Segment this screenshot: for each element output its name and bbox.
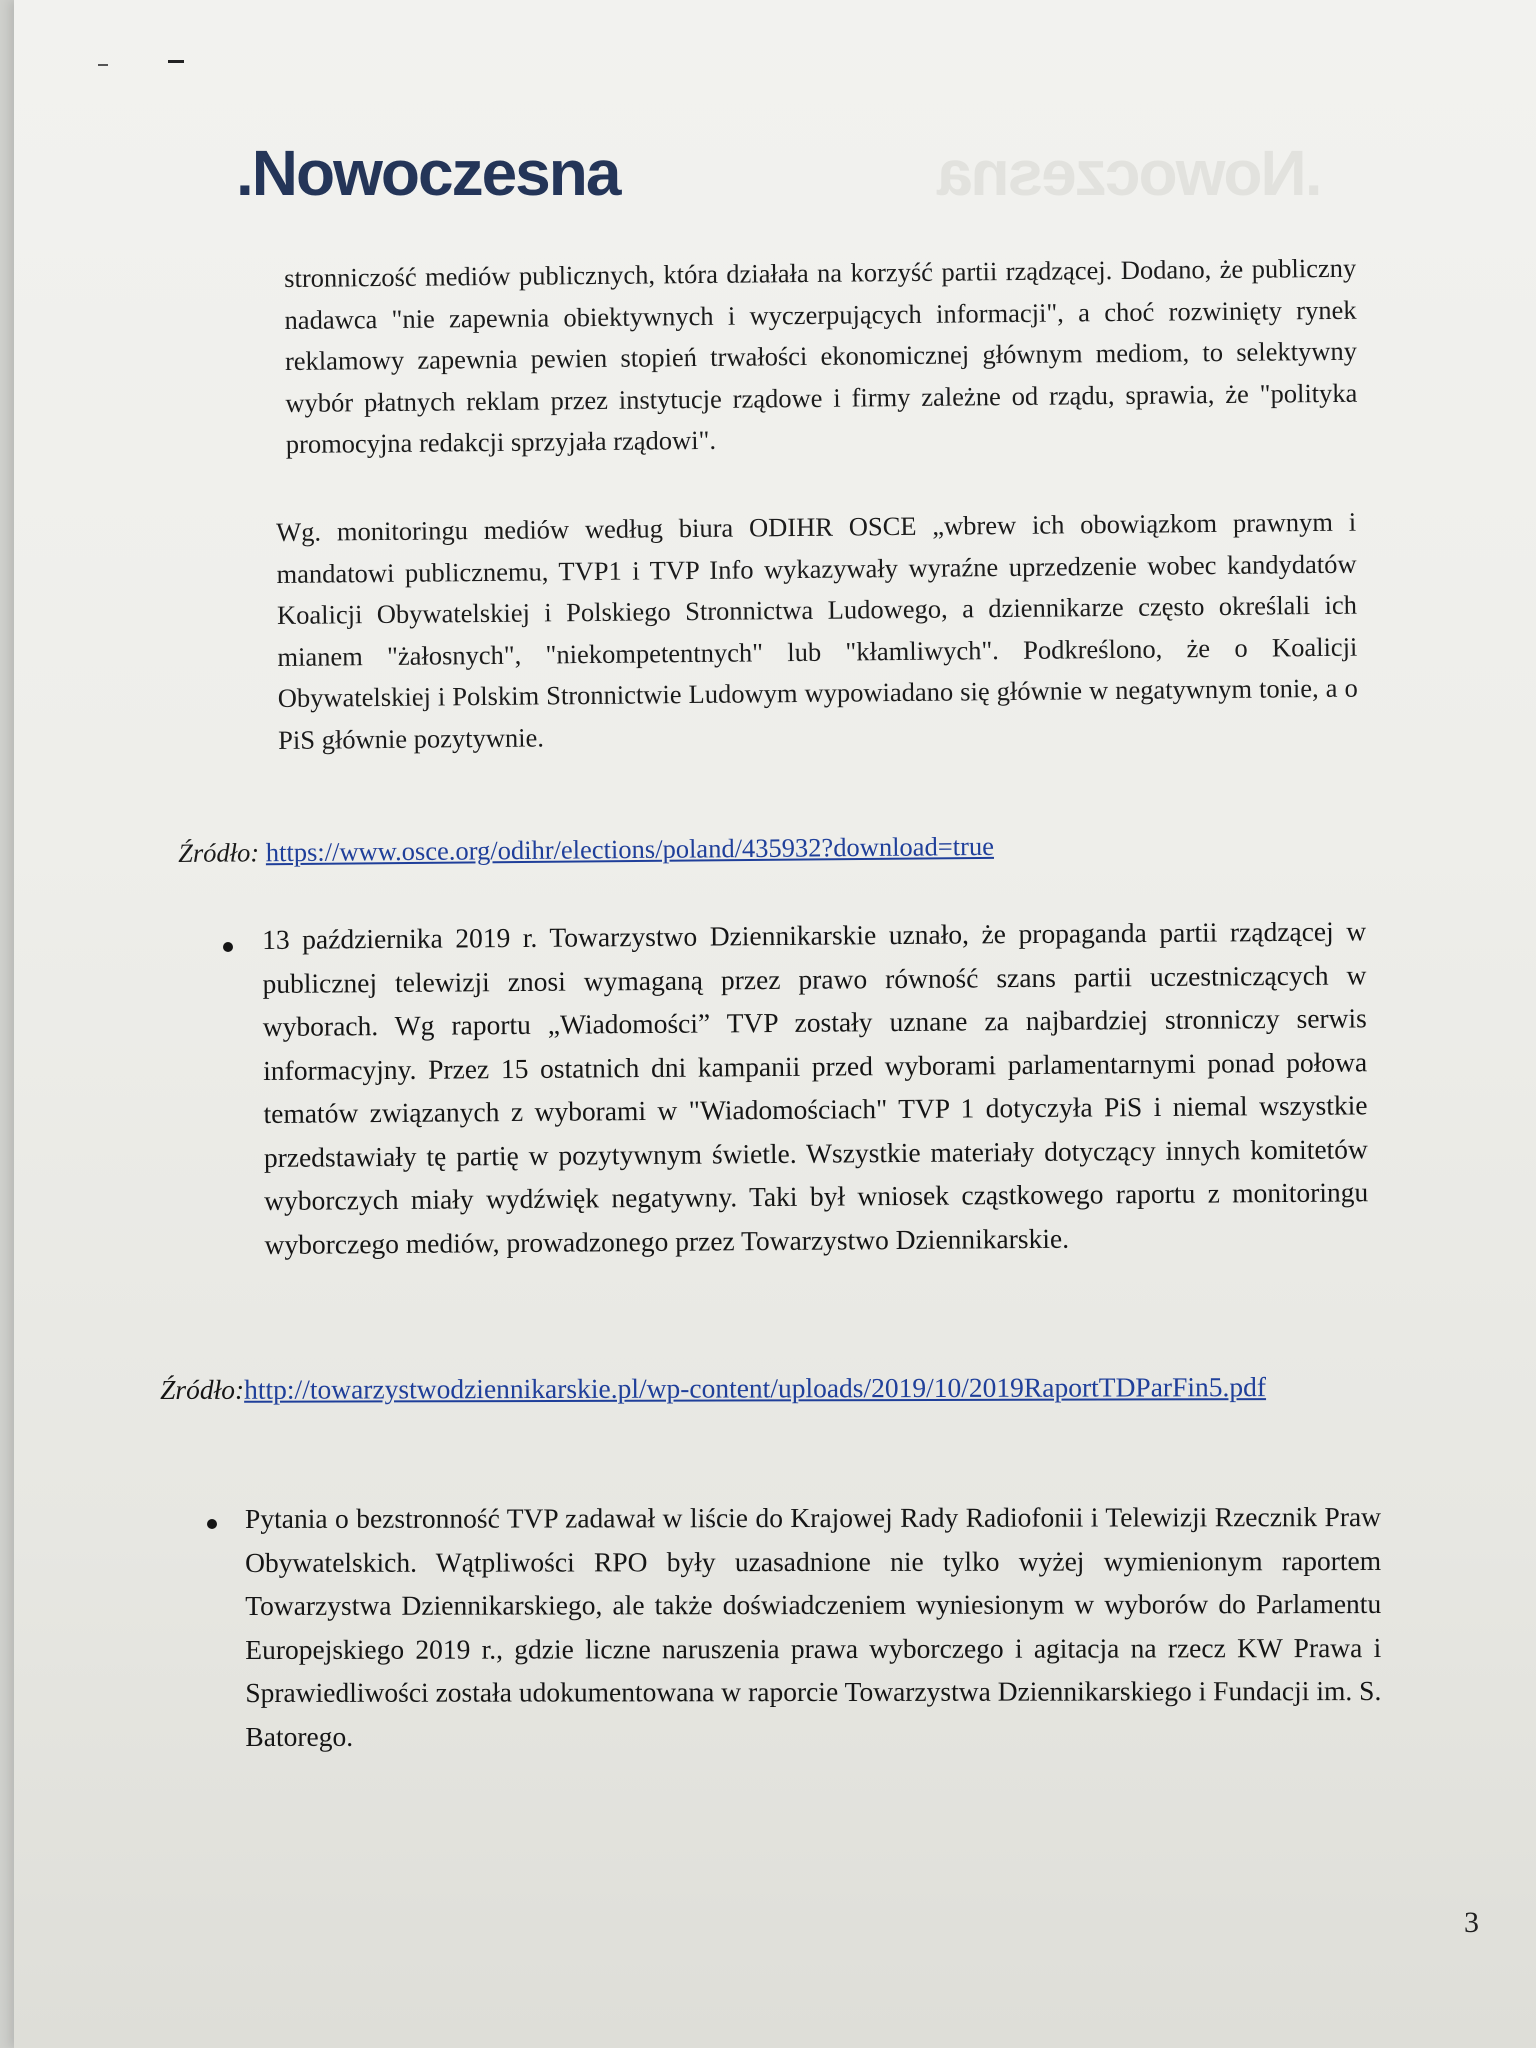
source-label: Źródło: [178, 837, 266, 868]
bullet-dot [223, 942, 233, 952]
paragraph-odihr-monitoring: Wg. monitoringu mediów według biura ODIHR OSCE „wbrew ich obowiązkom prawnym i mandatowi publicznemu, TVP1 i TVP Info wykazywały wyraźne uprzedzenie wobec kandydatów Koalicji Obywatelskiej i Polskiego Stronnictwa Ludowego, a dziennikarze często określali ich mianem "żałosnych", "niekompetentnych" lub "kłamliwych". Podkreślono, że o Koalicji Obywatelskiej i Polskim Stronnictwie Ludowym wypowiadano się głównie w negatywnym tonie, a o PiS głównie pozytywnie. [276, 506, 1358, 755]
bullet-item-journalists-association: 13 października 2019 r. Towarzystwo Dziennikarskie uznało, że propaganda partii rządzącej w publicznej telewizji znosi wymaganą przez prawo równość szans partii uczestniczących w wyborach. Wg raportu „Wiadomości” TVP zostały uznane za najbardziej stronniczy serwis informacyjny. Przez 15 ostatnich dni kampanii przed wyborami parlamentarnymi ponad połowa tematów związanych z wyborami w "Wiadomościach" TVP 1 dotyczyła PiS i niemal wszystkie przedstawiały tę partię w pozytywnym świetle. Wszystkie materiały dotyczący innych komitetów wyborczych miały wydźwięk negatywny. Taki był wniosek cząstkowego raportu z monitoringu wyborczego mediów, prowadzonego przez Towarzystwo Dziennikarskie. [262, 915, 1369, 1260]
page-number: 3 [1464, 1906, 1479, 1939]
scan-mark [98, 64, 108, 66]
source-td-report [160, 1365, 1280, 1412]
source-osce [178, 823, 1278, 874]
bullet-item-ombudsman: Pytania o bezstronność TVP zadawał w liście do Krajowej Rady Radiofonii i Telewizji Rzecznik Praw Obywatelskich. Wątpliwości RPO były uzasadnione nie tylko wyżej wymienionym raportem Towarzystwa Dziennikarskiego, ale także doświadczeniem wyniesionym w wyborów do Parlamentu Europejskiego 2019 r., gdzie liczne naruszenia prawa wyborczego i agitacja na rzecz KW Prawa i Sprawiedliwości została udokumentowana w raporcie Towarzystwa Dziennikarskiego i Fundacji im. S. Batorego. [245, 1501, 1382, 1752]
document-page [14, 0, 1536, 2048]
source-label: Źródło: [160, 1373, 245, 1405]
source-link-osce[interactable]: https://www.osce.org/odihr/elections/poland/435932?download=true [265, 830, 995, 868]
bullet-dot [207, 1519, 217, 1529]
show-through-logo: .Nowoczesna [939, 137, 1323, 209]
scan-mark [168, 60, 184, 63]
party-logo: .Nowoczesna [236, 137, 620, 209]
source-link-td-report[interactable]: http://towarzystwodziennikarskie.pl/wp-content/uploads/2019/10/2019RaportTDParFin5.pdf [244, 1371, 1267, 1405]
paragraph-partiality: stronniczość mediów publicznych, która działała na korzyść partii rządzącej. Dodano, że publiczny nadawca "nie zapewnia obiektywnych i wyczerpujących informacji", a choć rozwinięty rynek reklamowy zapewnia pewien stopień trwałości ekonomicznej głównym mediom, to selektywny wybór płatnych reklam przez instytucje rządowe i firmy zależne od rządu, sprawia, że "polityka promocyjna redakcji sprzyjała rządowi". [284, 252, 1358, 459]
